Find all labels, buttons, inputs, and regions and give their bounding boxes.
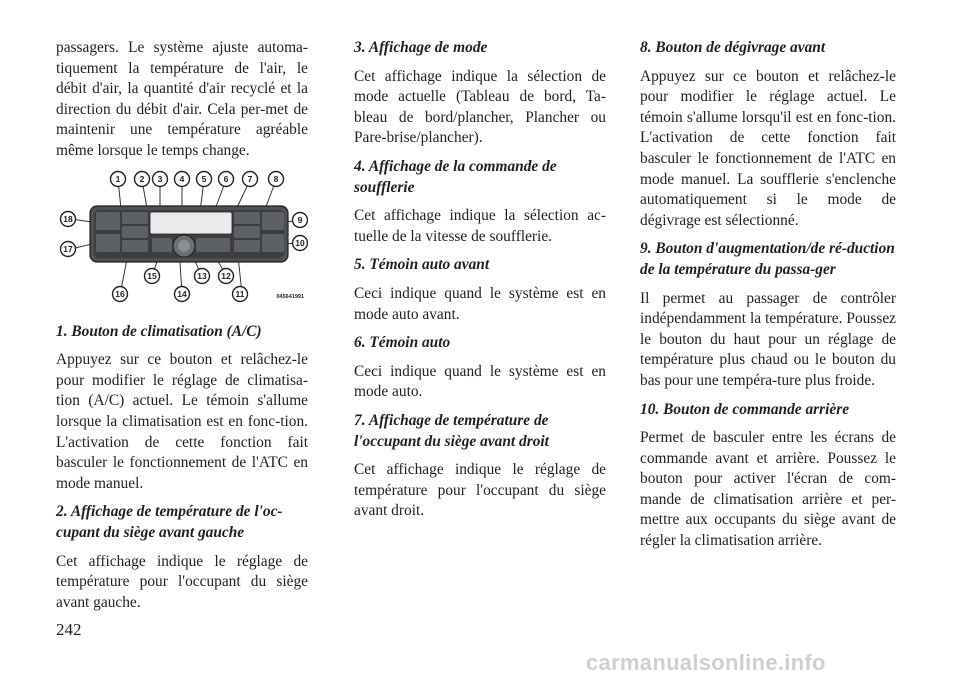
heading-10: 10. Bouton de commande arrière	[640, 400, 850, 418]
watermark: carmanualsonline.info	[586, 650, 826, 675]
paragraph-10: Permet de basculer entre les écrans de commande avant et arrière. Poussez le bouton pour activer l'écran de com-mande de climatisation arrière et per-mettre aux occupants du siège avant de régler la climatisation arrière.	[640, 429, 896, 550]
heading-6: 6. Témoin auto	[354, 334, 451, 352]
intro-paragraph: passagers. Le système ajuste automa-tiquement la température de l'air, le débit d'air, la quantité d'air recyclé et la direction du débit d'air. Cela per-met de maintenir une température agréable même lorsque le temps change.	[56, 39, 308, 159]
paragraph-2: Cet affichage indique le réglage de température pour l'occupant du siège avant gauche.	[56, 552, 308, 611]
page-number: 242	[56, 620, 82, 639]
callout-12: 12	[221, 270, 231, 281]
column-left	[56, 38, 308, 621]
climate-panel-illustration	[56, 170, 308, 310]
callout-6: 6	[223, 173, 229, 184]
paragraph-8: Appuyez sur ce bouton et relâchez-le pour modifier le réglage actuel. Le témoin s'allume lorsqu'il est en fonc-tion. L'activation de cette fonction fait basculer le fonctionnement de l'ATC en mode manuel. La soufflerie s'enclenche automatiquement si le mode de dégivrage est sélectionné.	[640, 67, 896, 229]
column-middle	[354, 38, 606, 530]
callout-13: 13	[197, 270, 207, 281]
paragraph-7: Cet affichage indique le réglage de température pour l'occupant du siège avant droit.	[354, 461, 606, 520]
callout-14: 14	[177, 288, 187, 299]
heading-3: 3. Affichage de mode	[354, 39, 488, 56]
callout-4: 4	[179, 173, 185, 184]
figure-code: 045641991	[276, 293, 304, 300]
paragraph-3: Cet affichage indique la sélection de mode actuelle (Tableau de bord, Ta-bleau de bord/plancher, Plancher ou Pare-brise/plancher).	[354, 67, 606, 147]
callout-8: 8	[273, 173, 279, 184]
paragraph-1: Appuyez sur ce bouton et relâchez-le pour modifier le réglage de climatisa-tion (A/C) actuel. Le témoin s'allume lorsque la climatisation est en fonc-tion. L'activation de cette fonction fait basculer le fonctionnement de l'ATC en mode manuel.	[56, 351, 308, 492]
callout-11: 11	[235, 288, 245, 299]
paragraph-5: Ceci indique quand le système est en mode auto avant.	[354, 284, 606, 323]
callout-1: 1	[115, 173, 121, 184]
callout-7: 7	[247, 173, 253, 184]
callout-18: 18	[63, 213, 73, 224]
callout-15: 15	[147, 270, 157, 281]
callout-3: 3	[157, 173, 163, 184]
paragraph-4: Cet affichage indique la sélection ac-tuelle de la vitesse de soufflerie.	[354, 207, 606, 245]
callout-17: 17	[63, 243, 73, 254]
heading-2: 2. Affichage de température de l'oc-cupant du siège avant gauche	[56, 503, 283, 541]
climate-control-figure	[56, 170, 308, 310]
callout-10: 10	[295, 237, 305, 248]
callout-9: 9	[297, 214, 303, 225]
heading-9: 9. Bouton d'augmentation/de ré-duction de la température du passa-ger	[640, 240, 895, 278]
heading-7: 7. Affichage de température de l'occupant du siège avant droit	[354, 411, 549, 450]
callout-16: 16	[115, 288, 125, 299]
heading-5: 5. Témoin auto avant	[354, 256, 490, 274]
paragraph-9: Il permet au passager de contrôler indépendamment la température. Poussez le bouton du haut pour un réglage de température plus chaud ou le bouton du bas pour une tempéra-ture plus froide.	[640, 289, 896, 389]
heading-1: 1. Bouton de climatisation (A/C)	[56, 322, 262, 340]
heading-8: 8. Bouton de dégivrage avant	[640, 39, 826, 56]
callout-5: 5	[201, 173, 207, 184]
column-right	[640, 38, 896, 560]
callout-2: 2	[139, 173, 145, 184]
paragraph-6: Ceci indique quand le système est en mode auto.	[354, 362, 606, 401]
heading-4: 4. Affichage de la commande de soufflerie	[354, 157, 557, 196]
